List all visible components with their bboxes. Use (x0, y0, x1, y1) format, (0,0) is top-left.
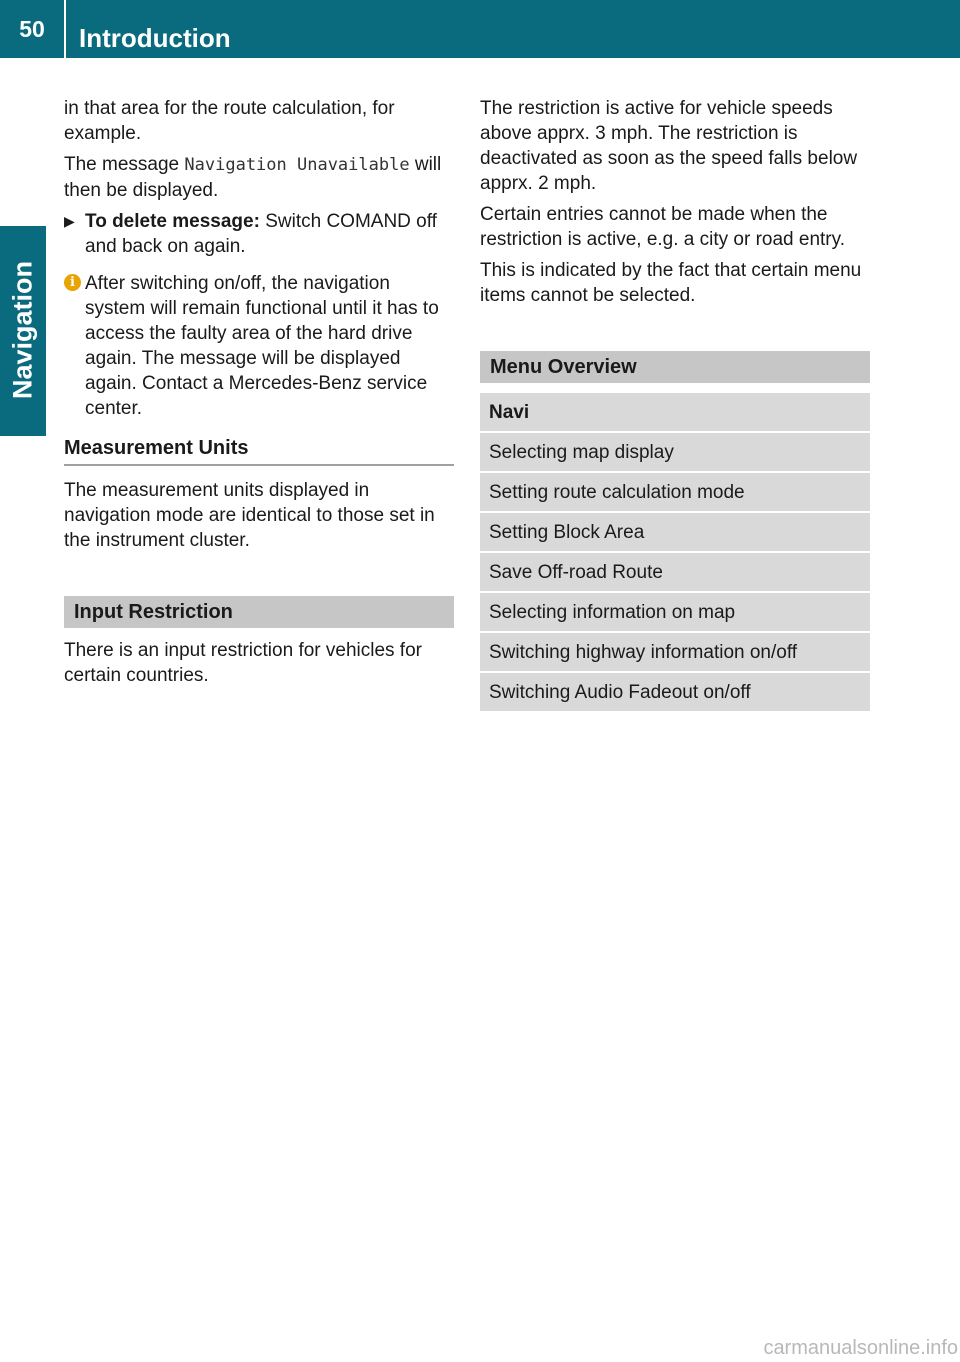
menu-table (480, 393, 870, 711)
paragraph-message (64, 152, 454, 203)
menu-table-header: Navi (480, 393, 870, 431)
paragraph: The restriction is active for vehicle speeds above apprx. 3 mph. The restriction is deactivated as soon as the speed falls below apprx. 2 mph. (480, 98, 858, 194)
text: will then be displayed. (64, 154, 442, 201)
header-divider (64, 0, 66, 58)
left-column (64, 96, 454, 694)
menu-item: Selecting map display (480, 433, 870, 471)
paragraph: This is indicated by the fact that certain menu items cannot be selected. (480, 260, 862, 306)
section-heading-measurement: Measurement Units (64, 435, 454, 466)
menu-item: Setting Block Area (480, 513, 870, 551)
step-text: Switch COMAND off and back on again. (85, 211, 437, 257)
menu-item: Setting route calculation mode (480, 473, 870, 511)
paragraph: There is an input restriction for vehicles for certain countries. (64, 640, 422, 686)
menu-item: Switching Audio Fadeout on/off (480, 673, 870, 711)
info-text: After switching on/off, the navigation system will remain functional until it has to access the faulty area of the hard drive again. The message will be displayed again. Contact a Mercedes-Benz service center. (85, 273, 439, 419)
triangle-right-icon: ▶ (64, 213, 75, 229)
right-column (480, 96, 870, 713)
watermark: carmanualsonline.info (763, 1337, 958, 1359)
info-icon: i (64, 274, 81, 291)
text: The message (64, 154, 185, 175)
paragraph: Certain entries cannot be made when the restriction is active, e.g. a city or road entry. (480, 204, 846, 250)
instruction-step (64, 209, 454, 259)
page-title: Introduction (79, 23, 231, 53)
info-note (64, 271, 454, 421)
side-tab-label: Navigation (7, 260, 38, 400)
paragraph: in that area for the route calculation, for example. (64, 98, 395, 144)
paragraph: The measurement units displayed in navigation mode are identical to those set in the instrument cluster. (64, 480, 435, 551)
step-label: To delete message: (85, 211, 260, 232)
message-code: Navigation Unavailable (184, 155, 410, 175)
section-heading-input-restriction: Input Restriction (64, 596, 454, 628)
section-heading-menu-overview: Menu Overview (480, 351, 870, 383)
menu-item: Switching highway information on/off (480, 633, 870, 671)
page-number: 50 (19, 15, 45, 42)
menu-item: Save Off-road Route (480, 553, 870, 591)
menu-item: Selecting information on map (480, 593, 870, 631)
